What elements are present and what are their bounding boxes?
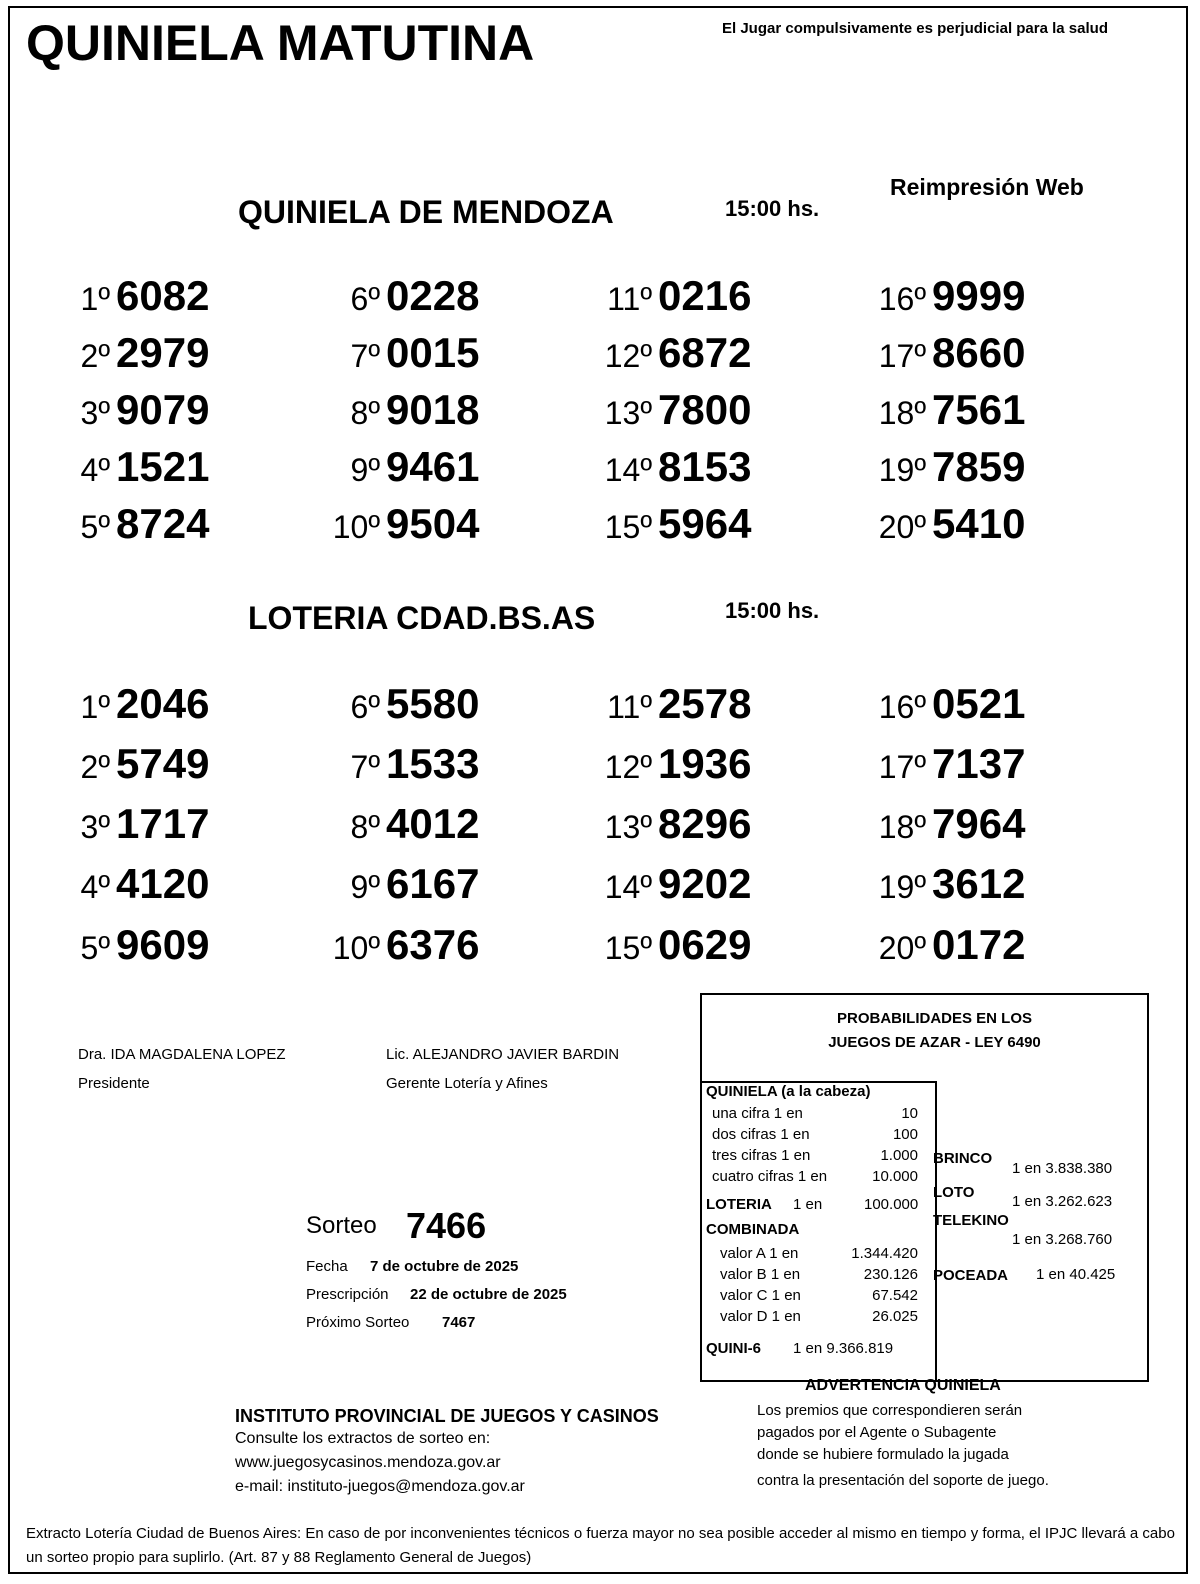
bsas-result-number: 6376 — [386, 921, 480, 968]
mendoza-title: QUINIELA DE MENDOZA — [238, 194, 614, 230]
bsas-result-19 — [856, 860, 1025, 908]
bsas-result-position: 3º — [80, 809, 110, 845]
bsas-result-position: 11º — [607, 689, 652, 725]
bsas-result-position: 2º — [80, 749, 110, 785]
quini6-prob-label: QUINI-6 — [706, 1340, 762, 1357]
mendoza-result-position: 16º — [878, 281, 926, 317]
bsas-result-number: 5749 — [116, 740, 210, 787]
mendoza-result-number: 7561 — [932, 386, 1026, 433]
bsas-result-position: 14º — [604, 869, 652, 905]
advertencia-line-4: contra la presentación del soporte de juego. — [757, 1472, 1049, 1489]
mendoza-result-3 — [40, 386, 209, 434]
mendoza-result-number: 0216 — [658, 272, 752, 319]
reprint-label: Reimpresión Web — [890, 174, 1084, 200]
bsas-result-2 — [40, 740, 209, 788]
mendoza-result-number: 7800 — [658, 386, 752, 433]
page-title: QUINIELA MATUTINA — [26, 15, 535, 71]
bsas-result-number: 2046 — [116, 680, 210, 727]
mendoza-result-position: 15º — [604, 509, 652, 545]
signature-left-role: Presidente — [78, 1075, 150, 1092]
advertencia-line-1: Los premios que correspondieren serán — [757, 1402, 1023, 1419]
mendoza-result-position: 20º — [878, 509, 926, 545]
bsas-result-number: 7964 — [932, 800, 1026, 847]
bsas-result-number: 3612 — [932, 860, 1026, 907]
mendoza-result-position: 1º — [80, 281, 110, 317]
quiniela-prob-row-value: 10.000 — [872, 1168, 918, 1185]
mendoza-result-17 — [856, 329, 1025, 377]
quini6-prob-value: 1 en 9.366.819 — [793, 1340, 894, 1357]
advertencia-line-3: donde se hubiere formulado la jugada — [757, 1446, 1009, 1463]
mendoza-result-number: 6082 — [116, 272, 210, 319]
bsas-result-position: 16º — [878, 689, 926, 725]
quiniela-prob-row-label: una cifra 1 en — [712, 1105, 803, 1122]
quiniela-prob-row-value: 100 — [892, 1126, 918, 1143]
bsas-result-1 — [40, 680, 209, 728]
bsas-result-number: 4012 — [386, 800, 480, 847]
quiniela-prob-row-label: tres cifras 1 en — [712, 1147, 811, 1164]
bsas-result-8 — [310, 800, 479, 848]
combinada-prob-row-label: valor D 1 en — [720, 1308, 801, 1325]
telekino-prob-label: TELEKINO — [933, 1212, 1009, 1229]
mendoza-result-6 — [310, 272, 479, 320]
mendoza-result-10 — [310, 500, 479, 548]
bsas-result-16 — [856, 680, 1025, 728]
mendoza-result-position: 3º — [80, 395, 110, 431]
mendoza-result-number: 5410 — [932, 500, 1026, 547]
signature-right-name: Lic. ALEJANDRO JAVIER BARDIN — [386, 1046, 620, 1063]
bsas-result-position: 10º — [332, 930, 380, 966]
mendoza-result-number: 0015 — [386, 329, 480, 376]
mendoza-result-position: 7º — [350, 338, 380, 374]
mendoza-result-13 — [582, 386, 751, 434]
mendoza-result-9 — [310, 443, 479, 491]
mendoza-result-11 — [582, 272, 751, 320]
bsas-result-number: 9202 — [658, 860, 752, 907]
bsas-result-position: 4º — [80, 869, 110, 905]
mendoza-result-19 — [856, 443, 1025, 491]
bsas-result-position: 17º — [878, 749, 926, 785]
loto-prob-value: 1 en 3.262.623 — [1012, 1193, 1113, 1210]
mendoza-result-position: 18º — [878, 395, 926, 431]
bsas-result-10 — [310, 921, 479, 969]
mendoza-result-number: 6872 — [658, 329, 752, 376]
combinada-prob-row-value: 26.025 — [872, 1308, 918, 1325]
mendoza-result-number: 9079 — [116, 386, 210, 433]
bsas-result-14 — [582, 860, 751, 908]
mendoza-result-position: 14º — [604, 452, 652, 488]
mendoza-result-number: 8724 — [116, 500, 210, 547]
mendoza-result-position: 12º — [604, 338, 652, 374]
combinada-prob-title: COMBINADA — [706, 1221, 800, 1238]
bsas-result-15 — [582, 921, 751, 969]
brinco-prob-label: BRINCO — [933, 1150, 993, 1167]
mendoza-result-position: 19º — [878, 452, 926, 488]
sorteo-label: Sorteo — [306, 1212, 377, 1239]
bsas-result-number: 0521 — [932, 680, 1026, 727]
prescripcion-label: Prescripción — [306, 1286, 389, 1303]
advertencia-line-2: pagados por el Agente o Subagente — [757, 1424, 997, 1441]
mendoza-result-20 — [856, 500, 1025, 548]
bsas-result-number: 1533 — [386, 740, 480, 787]
footer-note: Extracto Lotería Ciudad de Buenos Aires: En caso de por inconvenientes técnicos o fuerza mayor no sea posible acceder al mismo en tiempo y forma, el IPJC llevará a cabo un sorteo propio para suplirlo. (Art. 87 y 88 Reglamento General de Juegos) — [26, 1525, 1175, 1566]
sorteo-number: 7466 — [406, 1205, 487, 1246]
mendoza-result-number: 9999 — [932, 272, 1026, 319]
bsas-result-position: 7º — [350, 749, 380, 785]
mendoza-result-number: 5964 — [658, 500, 752, 547]
bsas-result-position: 8º — [350, 809, 380, 845]
bsas-result-number: 8296 — [658, 800, 752, 847]
bsas-result-number: 0629 — [658, 921, 752, 968]
bsas-result-18 — [856, 800, 1025, 848]
mendoza-result-number: 2979 — [116, 329, 210, 376]
institute-title: INSTITUTO PROVINCIAL DE JUEGOS Y CASINOS — [235, 1406, 659, 1426]
loteria-prob-en: 1 en — [793, 1196, 823, 1213]
fecha-value: 7 de octubre de 2025 — [370, 1258, 519, 1275]
combinada-prob-row-label: valor C 1 en — [720, 1287, 801, 1304]
mendoza-result-position: 10º — [332, 509, 380, 545]
loteria-prob-label: LOTERIA — [706, 1196, 772, 1213]
loto-prob-label: LOTO — [933, 1184, 975, 1201]
proximo-value: 7467 — [442, 1314, 476, 1331]
bsas-hour: 15:00 hs. — [725, 598, 820, 623]
mendoza-result-number: 7859 — [932, 443, 1026, 490]
mendoza-result-position: 11º — [607, 281, 652, 317]
bsas-result-number: 7137 — [932, 740, 1026, 787]
fecha-label: Fecha — [306, 1258, 348, 1275]
bsas-result-position: 19º — [878, 869, 926, 905]
mendoza-result-position: 8º — [350, 395, 380, 431]
mendoza-result-16 — [856, 272, 1025, 320]
quiniela-prob-title: QUINIELA (a la cabeza) — [706, 1083, 871, 1100]
bsas-result-number: 2578 — [658, 680, 752, 727]
mendoza-result-5 — [40, 500, 209, 548]
prescripcion-value: 22 de octubre de 2025 — [410, 1286, 567, 1303]
combinada-prob-row-label: valor A 1 en — [720, 1245, 799, 1262]
mendoza-result-8 — [310, 386, 479, 434]
combinada-prob-row-value: 230.126 — [863, 1266, 918, 1283]
mendoza-result-15 — [582, 500, 751, 548]
bsas-result-position: 1º — [80, 689, 110, 725]
combinada-prob-row-value: 67.542 — [872, 1287, 918, 1304]
bsas-result-position: 13º — [604, 809, 652, 845]
proximo-label: Próximo Sorteo — [306, 1314, 410, 1331]
institute-line-1: Consulte los extractos de sorteo en: — [235, 1430, 491, 1447]
mendoza-result-position: 4º — [80, 452, 110, 488]
institute-website-link[interactable]: www.juegosycasinos.mendoza.gov.ar — [235, 1454, 501, 1471]
bsas-result-number: 0172 — [932, 921, 1026, 968]
bsas-result-12 — [582, 740, 751, 788]
signature-right-role: Gerente Lotería y Afines — [386, 1075, 548, 1092]
telekino-prob-value: 1 en 3.268.760 — [1012, 1231, 1113, 1248]
bsas-result-13 — [582, 800, 751, 848]
mendoza-result-position: 13º — [604, 395, 652, 431]
mendoza-result-position: 17º — [878, 338, 926, 374]
mendoza-result-number: 0228 — [386, 272, 480, 319]
mendoza-result-number: 9018 — [386, 386, 480, 433]
poceada-prob-value: 1 en 40.425 — [1036, 1266, 1116, 1283]
quiniela-prob-row-label: cuatro cifras 1 en — [712, 1168, 828, 1185]
signature-left-name: Dra. IDA MAGDALENA LOPEZ — [78, 1046, 286, 1063]
mendoza-result-4 — [40, 443, 209, 491]
bsas-result-number: 1717 — [116, 800, 210, 847]
bsas-result-17 — [856, 740, 1025, 788]
bsas-result-number: 1936 — [658, 740, 752, 787]
mendoza-result-number: 9461 — [386, 443, 480, 490]
mendoza-result-14 — [582, 443, 751, 491]
mendoza-result-position: 9º — [350, 452, 380, 488]
bsas-result-position: 20º — [878, 930, 926, 966]
bsas-title: LOTERIA CDAD.BS.AS — [248, 600, 596, 636]
bsas-result-5 — [40, 921, 209, 969]
quiniela-prob-row-value: 1.000 — [880, 1147, 918, 1164]
probabilities-title-1: PROBABILIDADES EN LOS — [836, 1010, 1032, 1027]
brinco-prob-value: 1 en 3.838.380 — [1012, 1160, 1113, 1177]
mendoza-result-position: 5º — [80, 509, 110, 545]
bsas-result-position: 6º — [350, 689, 380, 725]
probabilities-title-2: JUEGOS DE AZAR - LEY 6490 — [828, 1034, 1041, 1051]
mendoza-result-position: 6º — [350, 281, 380, 317]
mendoza-result-number: 9504 — [386, 500, 480, 547]
advertencia-title: ADVERTENCIA QUINIELA — [805, 1377, 1001, 1394]
bsas-result-20 — [856, 921, 1025, 969]
mendoza-result-position: 2º — [80, 338, 110, 374]
bsas-result-number: 4120 — [116, 860, 210, 907]
bsas-result-11 — [582, 680, 751, 728]
bsas-result-position: 12º — [604, 749, 652, 785]
bsas-result-number: 5580 — [386, 680, 480, 727]
mendoza-hour: 15:00 hs. — [725, 196, 820, 221]
bsas-result-position: 9º — [350, 869, 380, 905]
quiniela-prob-row-label: dos cifras 1 en — [712, 1126, 810, 1143]
mendoza-result-7 — [310, 329, 479, 377]
bsas-result-3 — [40, 800, 209, 848]
bsas-result-7 — [310, 740, 479, 788]
mendoza-result-18 — [856, 386, 1025, 434]
bsas-result-9 — [310, 860, 479, 908]
poceada-prob-label: POCEADA — [933, 1267, 1009, 1284]
bsas-result-number: 9609 — [116, 921, 210, 968]
mendoza-result-number: 8660 — [932, 329, 1026, 376]
mendoza-result-2 — [40, 329, 209, 377]
mendoza-result-1 — [40, 272, 209, 320]
bsas-result-6 — [310, 680, 479, 728]
mendoza-result-12 — [582, 329, 751, 377]
health-warning: El Jugar compulsivamente es perjudicial para la salud — [722, 20, 1108, 37]
loteria-prob-value: 100.000 — [864, 1196, 919, 1213]
bsas-result-position: 15º — [604, 930, 652, 966]
bsas-result-position: 18º — [878, 809, 926, 845]
combinada-prob-row-label: valor B 1 en — [720, 1266, 801, 1283]
combinada-prob-row-value: 1.344.420 — [851, 1245, 918, 1262]
quiniela-prob-row-value: 10 — [901, 1105, 918, 1122]
bsas-result-number: 6167 — [386, 860, 480, 907]
mendoza-result-number: 1521 — [116, 443, 210, 490]
institute-email-link[interactable]: e-mail: instituto-juegos@mendoza.gov.ar — [235, 1478, 525, 1495]
bsas-result-4 — [40, 860, 209, 908]
bsas-result-position: 5º — [80, 930, 110, 966]
mendoza-result-number: 8153 — [658, 443, 752, 490]
